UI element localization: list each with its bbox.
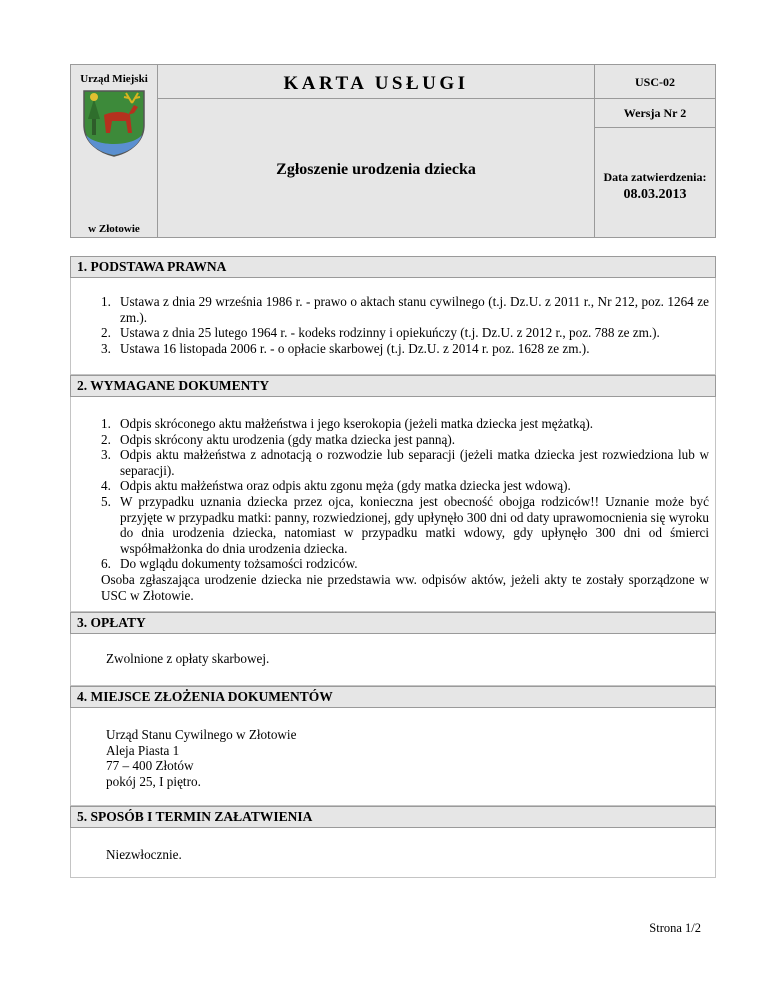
page-number: Strona 1/2 <box>649 921 701 935</box>
section-method-body <box>70 828 716 878</box>
approval-label: Data zatwierdzenia: <box>603 170 707 184</box>
list-item: 3. Odpis aktu małżeństwa z adnotacją o rozwodzie lub separacji (jeżeli matka dziecka jest rozwiedziona lub w separacji). <box>101 447 709 478</box>
section-legal-title: 1. PODSTAWA PRAWNA <box>70 256 716 278</box>
list-item: 1. Odpis skróconego aktu małżeństwa i jego kserokopia (jeżeli matka dziecka jest mężatką). <box>101 416 594 431</box>
header-table <box>70 64 716 238</box>
code-cell <box>594 64 716 99</box>
address-line: pokój 25, I piętro. <box>106 773 201 789</box>
card-title: KARTA USŁUGI <box>283 73 469 94</box>
section-fees-title: 3. OPŁATY <box>70 612 716 634</box>
list-item: 2. Odpis skrócony aktu urodzenia (gdy matka dziecka jest panną). <box>101 431 456 447</box>
section-documents-title: 2. WYMAGANE DOKUMENTY <box>70 375 716 397</box>
method-text: Niezwłocznie. <box>106 847 182 862</box>
version-cell <box>594 98 716 128</box>
section-documents-body <box>70 397 716 612</box>
address-line: 77 – 400 Złotów <box>106 758 194 774</box>
approval-cell <box>594 127 716 238</box>
section-legal-body <box>70 278 716 375</box>
section-place-body <box>70 708 716 806</box>
section-method-title: 5. SPOSÓB I TERMIN ZAŁATWIENIA <box>70 806 716 828</box>
address-line: Aleja Piasta 1 <box>106 742 180 758</box>
section-place-title: 4. MIEJSCE ZŁOŻENIA DOKUMENTÓW <box>70 686 716 708</box>
version-label: Wersja Nr 2 <box>623 106 687 120</box>
office-top-label: Urząd Miejski <box>80 73 148 85</box>
document-code: USC-02 <box>634 75 675 89</box>
list-item: 5. W przypadku uznania dziecka przez ojca, konieczna jest obecność obojga rodziców!! Uznanie może być przyjęte w przypadku matki: panny, rozwiedzionej, gdy upłynęło 300 dni od daty uprawomocnienia się wyroku do dnia urodzenia dziecka, natomiast w przypadku matki wdowy, gdy upłynęło 300 dni od śmierci współmałżonka do dnia urodzenia dziecka. <box>101 493 709 556</box>
coat-of-arms-deer-icon <box>82 89 146 157</box>
address-line: Urząd Stanu Cywilnego w Złotowie <box>106 727 297 742</box>
office-bottom-label: w Złotowie <box>88 223 140 235</box>
list-item: 1. Ustawa z dnia 29 września 1986 r. - prawo o aktach stanu cywilnego (t.j. Dz.U. z 2011 r., Nr 212, poz. 1264 ze zm.). <box>101 294 709 325</box>
documents-note: Osoba zgłaszająca urodzenie dziecka nie przedstawia ww. odpisów aktów, jeżeli akty te zostały sporządzone w USC w Złotowie. <box>101 571 709 603</box>
approval-date: 08.03.2013 <box>623 187 687 202</box>
list-item: 3. Ustawa 16 listopada 2006 r. - o opłacie skarbowej (t.j. Dz.U. z 2014 r. poz. 1628 ze zm.). <box>101 340 590 356</box>
service-name: Zgłoszenie urodzenia dziecka <box>276 161 476 178</box>
section-fees-body <box>70 634 716 686</box>
office-cell <box>70 64 158 238</box>
list-item: 6. Do wglądu dokumenty tożsamości rodziców. <box>101 556 358 572</box>
service-name-cell <box>157 98 595 238</box>
fees-text: Zwolnione z opłaty skarbowej. <box>106 651 270 666</box>
title-cell <box>157 64 595 99</box>
list-item: 4. Odpis aktu małżeństwa oraz odpis aktu zgonu męża (gdy matka dziecka jest wdową). <box>101 478 571 494</box>
list-item: 2. Ustawa z dnia 25 lutego 1964 r. - kodeks rodzinny i opiekuńczy (t.j. Dz.U. z 2012 r., poz. 788 ze zm.). <box>101 325 660 341</box>
